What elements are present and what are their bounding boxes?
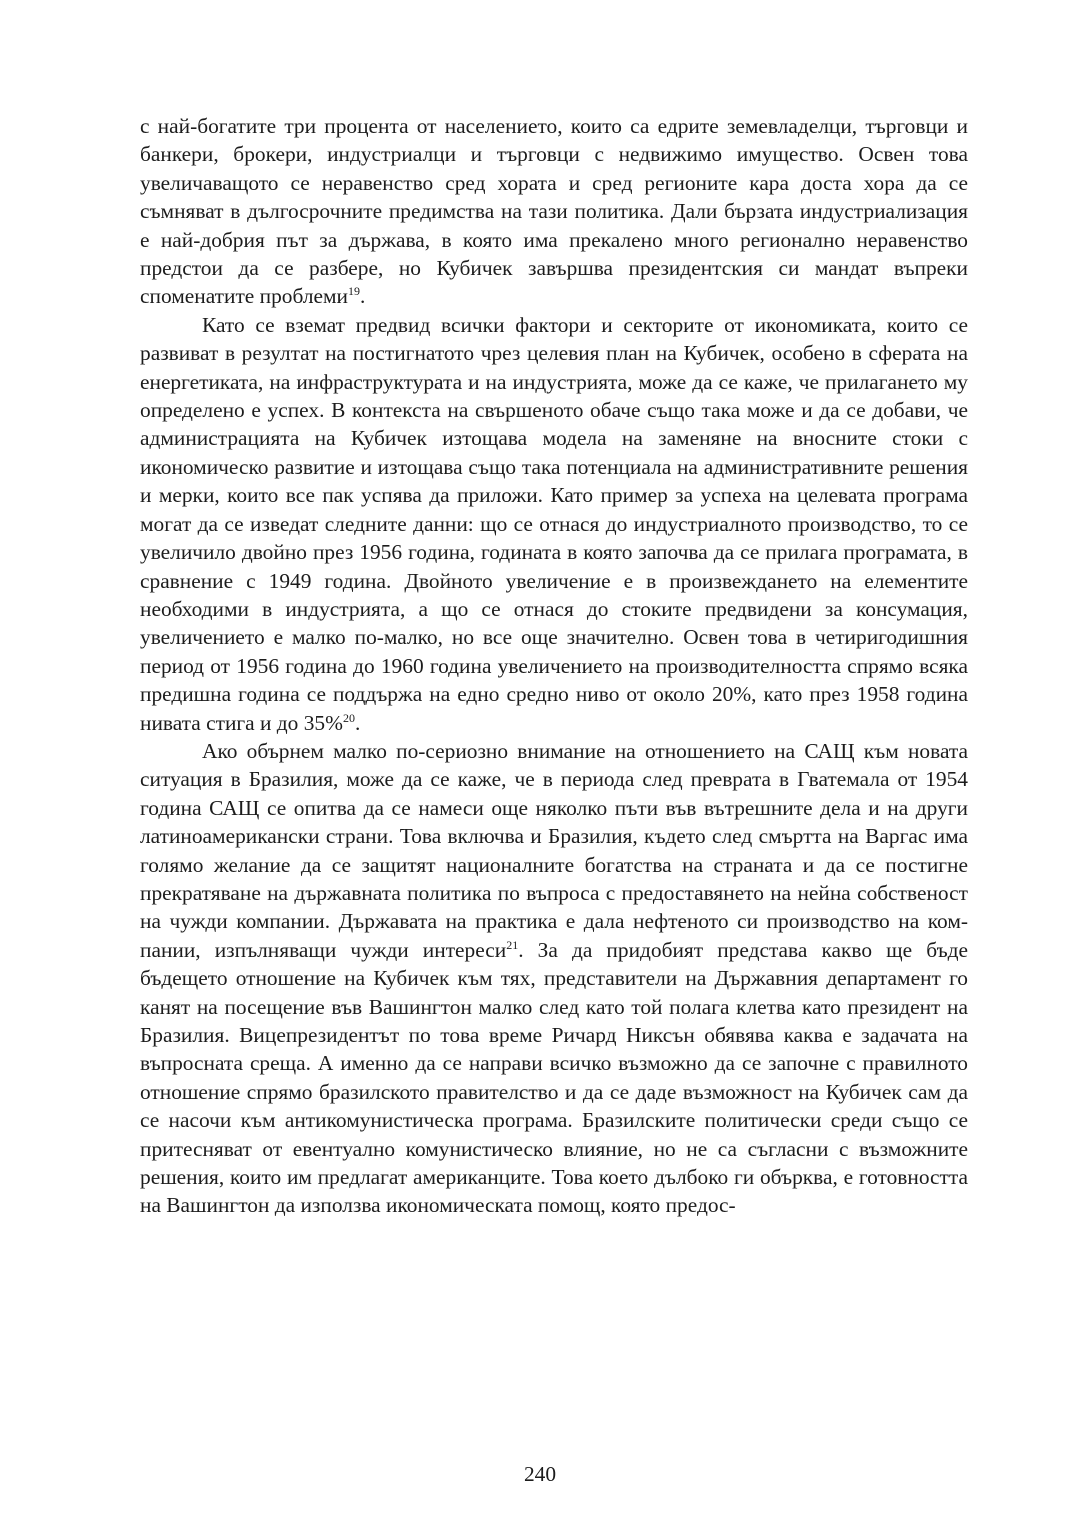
body-text [140,112,968,1220]
paragraph-2-text: Като се вземат предвид всички фактори и секторите от икономиката, които се развиват в резултат на постигнатото чрез целевия план на Кубичек, особено в сферата на енергетиката, на инфраструктурата и на индустрията, може да се каже, че прилагането му определено е успех. В контекста на свършеното обаче също така може и да се добави, че администрацията на Кубичек изтощава модела на заменяне на вносните стоки с икономическо развитие и изтощава също така потенциала на административните решения и мерки, които все пак успява да приложи. Като пример за успеха на целевата програма могат да се изведат следните данни: що се отнася до индустриалното производство, то се увеличило двойно през 1956 година, годината в която започва да се прилага програмата, в сравнение с 1949 година. Двойното увеличение е в произвеждането на елементите необходими в индустрията, а що се отнася до стоките предвидени за консумация, увеличението е малко по-малко, но все още значително. Освен това в четиригодишния период от 1956 година до 1960 година увеличението на производителността спрямо всяка предишна година се поддържа на едно средно ниво от около 20%, като през 1958 година нивата стига и до 35% [140,312,968,735]
paragraph-1-end: . [359,284,366,309]
paragraph-1-text: с най-богатите три процента от населението, които са едрите земевладелци, търговци и банкери, брокери, индустриалци и търговци с недвижимо имущество. Освен това увеличаващото се неравенство сред хората и сред регионите кара доста хора да се съмняват в дългосрочните предимства на тази политика. Дали бързата индустриализация е най-добрия път за държава, в която има прекалено много регионално неравенство предстои да се разбере, но Кубичек завършва президентския си мандат въпреки споменатите проблеми [140,114,968,309]
footnote-ref-21: 21 [506,937,519,952]
footnote-ref-19: 19 [347,284,360,299]
paragraph-2-end: . [354,710,361,735]
page-number: 240 [523,1462,557,1486]
paragraph-1 [140,112,968,311]
paragraph-3-continuation: . За да придобият представа какво ще бъде бъдещето отношение на Кубичек към тях, представители на Държавния департамент го канят на посещение във Вашингтон малко след като той полага клетва като президент на Бразилия. Вицепрезидентът по това време Ричард Никсън обявява каква е задачата на въпросната среща. А именно да се направи всичко възможно да се започне с правилното отношение спрямо бразилското правителство и да се даде възможност на Кубичек сам да се насочи към антикомунистическа програма. Бразилските политически среди също се притесняват от евентуално комунистическо влияние, но не са съгласни с възможните решения, които им предлагат американците. Това което дълбоко ги обърква, е готовността на Вашингтон да използва икономическата помощ, която предос- [140,937,969,1218]
footnote-ref-20: 20 [342,710,355,725]
paragraph-3 [140,737,968,1220]
paragraph-3-text: Ако обърнем малко по-сериозно внимание на отношението на САЩ към новата ситуация в Бразилия, може да се каже, че в периода след преврата в Гватемала от 1954 година САЩ се опитва да се намеси още няколко пъти във вътрешните дела и на други латиноамерикански страни. Това включва и Бразилия, където след смъртта на Варгас има голямо желание да се защитят националните богатства на страната и да се постигне прекратяване на държавната политика по въпроса с предоставянето на нейна собственост на чужди компании. Държавата на практика е дала нефтеното си производство на компании, изпълняващи чужди интереси [140,738,968,962]
paragraph-2 [140,311,968,737]
